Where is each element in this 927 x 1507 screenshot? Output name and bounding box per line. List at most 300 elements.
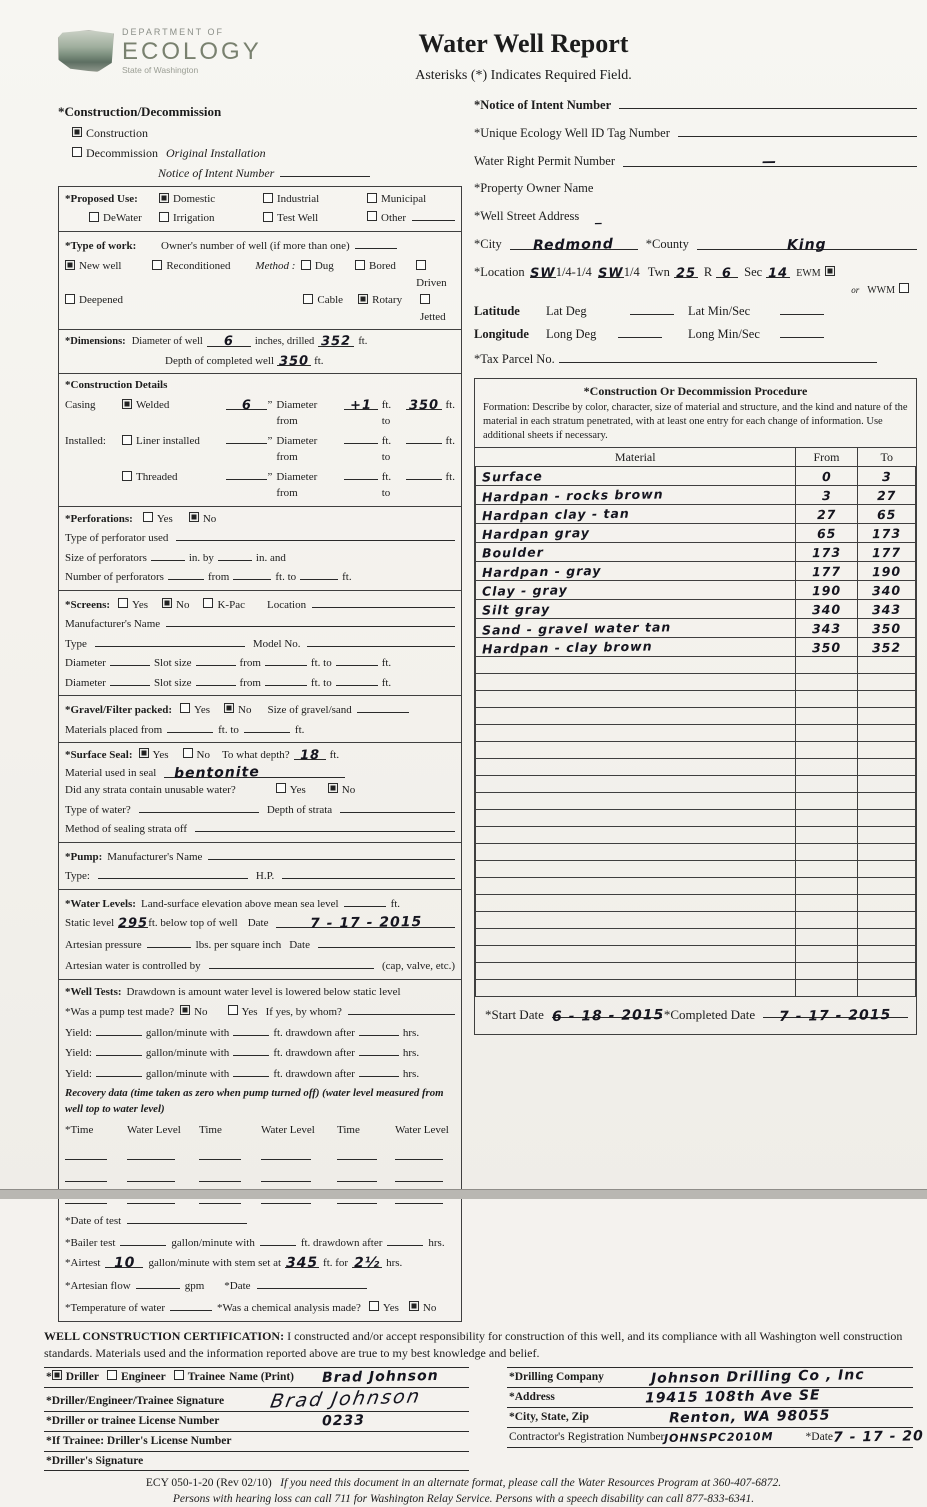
formation-from-cell[interactable] <box>796 963 858 980</box>
artesian-flow-field[interactable] <box>136 1276 180 1289</box>
new-well-checkbox[interactable] <box>65 260 75 270</box>
formation-material-cell[interactable] <box>476 895 796 912</box>
owners-number-field[interactable] <box>355 236 397 249</box>
formation-material-cell[interactable] <box>476 742 796 759</box>
kpac-checkbox[interactable] <box>203 598 213 608</box>
formation-from-cell[interactable] <box>796 878 858 895</box>
bailer-hrs-field[interactable] <box>387 1233 423 1246</box>
formation-to-cell[interactable]: 352 <box>858 638 916 657</box>
recovery-field[interactable] <box>395 1169 443 1182</box>
welded-checkbox[interactable] <box>122 399 132 409</box>
formation-from-cell[interactable] <box>796 776 858 793</box>
formation-material-cell[interactable] <box>476 793 796 810</box>
formation-from-cell[interactable] <box>796 946 858 963</box>
formation-to-cell[interactable] <box>858 895 916 912</box>
formation-to-cell[interactable] <box>858 878 916 895</box>
tax-parcel-field[interactable] <box>559 350 877 363</box>
recovery-field[interactable] <box>65 1169 107 1182</box>
threaded-from-field[interactable] <box>344 467 377 480</box>
bailer-gpm-field[interactable] <box>120 1233 166 1246</box>
pump-type-label: Type: <box>65 870 90 883</box>
screens-yes-checkbox[interactable] <box>118 598 128 608</box>
decommission-checkbox[interactable] <box>72 147 82 157</box>
screens-ft-label1: ft. <box>381 657 392 670</box>
cable-checkbox[interactable] <box>303 294 313 304</box>
date-of-test-field[interactable] <box>127 1211 247 1224</box>
contractor-reg-field[interactable]: JOHNSPC2010M <box>664 1430 774 1446</box>
sec-field[interactable]: 14 <box>768 265 789 281</box>
pump-hp-field[interactable] <box>282 866 455 879</box>
screens-slot-label2: Slot size <box>153 676 192 689</box>
seal-material-field[interactable]: bentonite <box>164 765 345 778</box>
perforations-no-checkbox[interactable] <box>189 512 199 522</box>
artesian-flow-date-field[interactable] <box>257 1276 367 1289</box>
ft-label4: ft. <box>445 434 455 447</box>
threaded-diameter-field[interactable] <box>226 467 267 480</box>
stem-depth-field[interactable]: 345 <box>285 1254 319 1272</box>
industrial-label: Industrial <box>277 192 320 205</box>
pump-manufacturer-field[interactable] <box>208 847 455 860</box>
formation-to-cell[interactable] <box>858 810 916 827</box>
long-deg-field[interactable] <box>618 325 662 338</box>
depth-completed-label: Depth of completed well <box>165 354 275 367</box>
formation-to-cell[interactable] <box>858 980 916 997</box>
formation-empty-row <box>476 878 916 895</box>
gravel-size-field[interactable] <box>357 700 409 713</box>
formation-material-cell[interactable] <box>476 810 796 827</box>
start-date-field[interactable]: 6 - 18 - 2015 <box>552 1005 662 1018</box>
formation-from-cell[interactable] <box>796 861 858 878</box>
threaded-checkbox[interactable] <box>122 471 132 481</box>
hrs-label-2: hrs. <box>402 1047 420 1060</box>
seal-no-checkbox[interactable] <box>183 748 193 758</box>
formation-from-cell[interactable] <box>796 708 858 725</box>
pump-manufacturer-label: Manufacturer's Name <box>107 850 203 863</box>
yield1-dd-field[interactable] <box>233 1023 269 1036</box>
formation-empty-row <box>476 725 916 742</box>
formation-material-cell[interactable]: Hardpan - rocks brown <box>476 486 796 505</box>
welded-diameter-field[interactable]: 6 <box>226 397 267 410</box>
screens-slot1-field[interactable] <box>196 653 236 666</box>
formation-to-cell[interactable] <box>858 725 916 742</box>
dewater-checkbox[interactable] <box>89 212 99 222</box>
recovery-field[interactable] <box>395 1147 443 1160</box>
formation-empty-row <box>476 827 916 844</box>
industrial-checkbox[interactable] <box>263 193 273 203</box>
dimensions-section <box>59 330 461 374</box>
municipal-checkbox[interactable] <box>367 193 377 203</box>
formation-material-cell[interactable] <box>476 725 796 742</box>
land-elevation-field[interactable] <box>344 894 386 907</box>
formation-material-cell[interactable]: Hardpan gray <box>476 524 796 543</box>
cert-date-field[interactable]: 7 - 17 - 20 <box>832 1428 924 1447</box>
by-whom-label: If yes, by whom? <box>265 1006 342 1019</box>
formation-from-cell[interactable]: 340 <box>796 600 858 619</box>
recovery-field[interactable] <box>127 1147 175 1160</box>
decommission-label: Decommission <box>86 145 158 160</box>
construction-checkbox[interactable] <box>72 127 82 137</box>
domestic-checkbox[interactable] <box>159 193 169 203</box>
tax-parcel-label: *Tax Parcel No. <box>474 351 555 366</box>
gravel-yes-label: Yes <box>194 704 211 717</box>
yield3-dd-field[interactable] <box>233 1064 269 1077</box>
engineer-checkbox[interactable] <box>107 1370 117 1380</box>
perf-size-b-field[interactable] <box>218 548 252 561</box>
license-number-field[interactable]: 0233 <box>321 1412 365 1430</box>
formation-to-cell[interactable] <box>858 759 916 776</box>
unusable-water-label: Did any strata contain unusable water? <box>65 784 236 797</box>
screens-no-checkbox[interactable] <box>162 598 172 608</box>
perf-count-field[interactable] <box>168 567 204 580</box>
formation-material-cell[interactable] <box>476 844 796 861</box>
bailer-gpm-with-label: gallon/minute with <box>171 1236 255 1249</box>
quarter1-field[interactable]: SW <box>529 265 556 281</box>
formation-from-cell[interactable] <box>796 810 858 827</box>
perforations-section <box>59 507 461 591</box>
formation-from-cell[interactable]: 65 <box>796 524 858 543</box>
screens-manufacturer-field[interactable] <box>166 614 455 627</box>
formation-material-cell[interactable] <box>476 929 796 946</box>
formation-material-cell[interactable]: Silt gray <box>476 600 796 619</box>
formation-to-cell[interactable]: 27 <box>858 486 916 505</box>
formation-to-cell[interactable] <box>858 929 916 946</box>
bored-checkbox[interactable] <box>355 260 365 270</box>
range-field[interactable]: 6 <box>716 265 738 278</box>
formation-from-cell[interactable]: 190 <box>796 581 858 600</box>
yield-label-3: Yield: <box>65 1067 92 1080</box>
rotary-checkbox[interactable] <box>358 294 368 304</box>
pump-type-field[interactable] <box>98 866 248 879</box>
yield1-gpm-field[interactable] <box>96 1023 142 1036</box>
quarter2-field[interactable]: SW <box>597 265 624 281</box>
twn-label: Twn <box>647 264 670 279</box>
municipal-label: Municipal <box>381 192 427 205</box>
formation-from-cell[interactable] <box>796 691 858 708</box>
yield3-gpm-field[interactable] <box>96 1064 142 1077</box>
screens-type-field[interactable] <box>95 634 245 647</box>
ecology-logo <box>58 26 262 76</box>
formation-to-cell[interactable] <box>858 742 916 759</box>
casing-to-field[interactable]: 350 <box>406 397 441 410</box>
formation-to-cell[interactable] <box>858 963 916 980</box>
seal-yes-checkbox[interactable] <box>139 748 149 758</box>
perf-from-field[interactable] <box>233 567 271 580</box>
screens-to1-field[interactable] <box>336 653 378 666</box>
county-label: *County <box>645 236 689 251</box>
formation-material-cell[interactable] <box>476 759 796 776</box>
recovery-hdr-time2: Time <box>199 1123 222 1136</box>
liner-checkbox[interactable] <box>122 435 132 445</box>
formation-material-cell[interactable]: Clay - gray <box>476 581 796 600</box>
recovery-field[interactable] <box>261 1147 311 1160</box>
recovery-field[interactable] <box>337 1147 377 1160</box>
logo-state-text: State of Washington <box>122 64 199 75</box>
formation-from-cell[interactable] <box>796 912 858 929</box>
well-tests-heading: *Well Tests: <box>65 985 122 998</box>
in-by-label: in. by <box>188 551 214 564</box>
formation-from-cell[interactable] <box>796 657 858 674</box>
recovery-field[interactable] <box>337 1169 377 1182</box>
yield2-hrs-field[interactable] <box>359 1043 399 1056</box>
formation-to-cell[interactable] <box>858 946 916 963</box>
other-label: Other <box>381 212 407 224</box>
perforations-yes-checkbox[interactable] <box>143 512 153 522</box>
water-temp-field[interactable] <box>170 1298 212 1311</box>
formation-to-cell[interactable] <box>858 861 916 878</box>
drilling-company-field[interactable]: Johnson Drilling Co , Inc <box>650 1367 865 1388</box>
dia-from-label2: Diameter from <box>276 434 318 464</box>
gravel-section <box>59 696 461 743</box>
gravel-no-checkbox[interactable] <box>224 703 234 713</box>
formation-from-cell[interactable] <box>796 793 858 810</box>
screens-from-label1: from <box>239 657 261 670</box>
artesian-controlled-field[interactable] <box>209 956 374 969</box>
liner-from-field[interactable] <box>344 431 377 444</box>
screens-model-field[interactable] <box>307 634 455 647</box>
formation-material-cell[interactable] <box>476 946 796 963</box>
by-whom-field[interactable] <box>348 1002 455 1015</box>
formation-material-cell[interactable]: Sand - gravel water tan <box>476 619 796 638</box>
city-field[interactable]: Redmond <box>510 237 638 250</box>
artesian-date-field[interactable] <box>318 935 455 948</box>
depth-completed-field[interactable]: 350 <box>278 353 310 370</box>
date-of-test-label: *Date of test <box>65 1215 122 1228</box>
yield3-hrs-field[interactable] <box>359 1064 399 1077</box>
county-field[interactable]: King <box>697 237 917 250</box>
liner-to-field[interactable] <box>406 431 441 444</box>
static-level-label: Static level <box>65 917 115 930</box>
pump-test-no-checkbox[interactable] <box>180 1005 190 1015</box>
other-field[interactable] <box>412 208 455 221</box>
formation-material-cell[interactable]: Hardpan - clay brown <box>476 638 796 657</box>
formation-to-cell[interactable] <box>858 912 916 929</box>
formation-from-cell[interactable]: 343 <box>796 619 858 638</box>
formation-to-cell[interactable]: 3 <box>858 467 916 486</box>
formation-from-cell[interactable]: 350 <box>796 638 858 657</box>
stem-set-label: gallon/minute with stem set at <box>148 1257 282 1270</box>
perf-to-field[interactable] <box>300 567 338 580</box>
pump-test-yes-checkbox[interactable] <box>228 1005 238 1015</box>
perf-size-a-field[interactable] <box>151 548 185 561</box>
inches-drilled-label: inches, drilled <box>254 336 315 347</box>
ewm-checkbox[interactable] <box>825 266 835 276</box>
cd-heading: *Construction/Decommission <box>58 104 222 119</box>
dimensions-heading: *Dimensions: <box>65 336 126 347</box>
depth-of-strata-field[interactable] <box>340 800 455 813</box>
formation-from-cell[interactable]: 0 <box>796 467 858 486</box>
formation-to-cell[interactable] <box>858 844 916 861</box>
screens-from2-field[interactable] <box>265 673 307 686</box>
procedure-heading: *Construction Or Decommission Procedure <box>583 383 808 398</box>
notice-of-intent-field[interactable] <box>619 96 917 109</box>
formation-to-cell[interactable] <box>858 708 916 725</box>
formation-from-cell[interactable] <box>796 929 858 946</box>
formation-material-cell[interactable] <box>476 827 796 844</box>
dia-from-label3: Diameter from <box>276 470 318 500</box>
recovery-field[interactable] <box>261 1169 311 1182</box>
formation-from-cell[interactable] <box>796 742 858 759</box>
formation-from-cell[interactable] <box>796 725 858 742</box>
artesian-pressure-field[interactable] <box>147 935 191 948</box>
unique-well-id-field[interactable] <box>678 124 917 137</box>
formation-from-cell[interactable] <box>796 895 858 912</box>
perforator-type-field[interactable] <box>176 528 455 541</box>
formation-material-cell[interactable] <box>476 691 796 708</box>
screens-yes-label: Yes <box>132 598 149 611</box>
yield2-dd-field[interactable] <box>233 1043 269 1056</box>
construction-label: Construction <box>86 125 148 140</box>
formation-to-cell[interactable]: 177 <box>858 543 916 562</box>
logo-dept-text: DEPARTMENT OF <box>122 27 225 37</box>
driller-name-field[interactable]: Brad Johnson <box>322 1368 439 1387</box>
recovery-field[interactable] <box>199 1169 241 1182</box>
construction-details-section <box>59 374 461 507</box>
static-suffix-label: ft. below top of well <box>148 917 238 930</box>
formation-from-cell[interactable] <box>796 844 858 861</box>
irrigation-checkbox[interactable] <box>159 212 169 222</box>
company-citystate-field[interactable]: Renton, WA 98055 <box>669 1407 831 1427</box>
driller-checkbox[interactable] <box>52 1370 62 1380</box>
twn-field[interactable]: 25 <box>675 265 697 281</box>
completed-date-field[interactable]: 7 - 17 - 2015 <box>763 1005 908 1018</box>
jetted-checkbox[interactable] <box>420 294 430 304</box>
static-date-field[interactable]: 7 - 17 - 2015 <box>276 915 455 928</box>
formation-from-cell[interactable] <box>796 827 858 844</box>
bailer-dd-field[interactable] <box>260 1233 296 1246</box>
screens-to2-field[interactable] <box>336 673 378 686</box>
other-checkbox[interactable] <box>367 211 377 221</box>
company-address-label: *Address <box>509 1391 555 1404</box>
formation-material-cell[interactable] <box>476 657 796 674</box>
formation-material-cell[interactable] <box>476 708 796 725</box>
inch-mark2: ” <box>267 434 273 447</box>
formation-material-cell[interactable] <box>476 980 796 997</box>
recovery-field[interactable] <box>199 1147 241 1160</box>
screens-dia2-field[interactable] <box>110 673 150 686</box>
wwm-checkbox[interactable] <box>899 283 909 293</box>
formation-to-cell[interactable]: 65 <box>858 505 916 524</box>
recovery-field[interactable] <box>65 1147 107 1160</box>
land-elevation-label: Land-surface elevation above mean sea level <box>140 897 339 910</box>
trainee-checkbox[interactable] <box>174 1370 184 1380</box>
proposed-use-heading: *Proposed Use: <box>65 192 138 205</box>
type-of-water-field[interactable] <box>139 800 259 813</box>
screens-from1-field[interactable] <box>265 653 307 666</box>
yield1-hrs-field[interactable] <box>359 1023 399 1036</box>
test-well-checkbox[interactable] <box>263 212 273 222</box>
water-levels-section <box>59 890 461 980</box>
threaded-to-field[interactable] <box>406 467 441 480</box>
drilled-depth-field[interactable]: 352 <box>318 334 354 347</box>
long-min-field[interactable] <box>780 325 824 338</box>
formation-from-cell[interactable] <box>796 674 858 691</box>
unusable-yes-checkbox[interactable] <box>276 783 286 793</box>
lat-min-label: Lat Min/Sec <box>688 304 751 319</box>
formation-material-cell[interactable]: Hardpan - gray <box>476 562 796 581</box>
formation-to-cell[interactable]: 350 <box>858 619 916 638</box>
formation-to-cell[interactable] <box>858 674 916 691</box>
screens-dia1-field[interactable] <box>110 653 150 666</box>
lat-min-field[interactable] <box>780 302 824 315</box>
formation-to-cell[interactable] <box>858 776 916 793</box>
formation-from-cell[interactable]: 173 <box>796 543 858 562</box>
test-well-label: Test Well <box>277 212 319 224</box>
formation-from-cell[interactable]: 27 <box>796 505 858 524</box>
cable-label: Cable <box>317 294 344 306</box>
water-right-permit-field[interactable]: — <box>623 154 917 167</box>
chem-no-checkbox[interactable] <box>409 1301 419 1311</box>
dug-checkbox[interactable] <box>301 260 311 270</box>
q1-suffix: 1/4-1/4 <box>555 264 592 279</box>
airtest-gpm-field[interactable]: 10 <box>105 1255 143 1268</box>
liner-diameter-field[interactable] <box>226 431 267 444</box>
formation-from-cell[interactable] <box>796 980 858 997</box>
formation-to-cell[interactable]: 190 <box>858 562 916 581</box>
pump-hp-label: H.P. <box>255 870 275 883</box>
artesian-flow-date-label: *Date <box>224 1279 251 1292</box>
formation-material-cell[interactable]: Hardpan clay - tan <box>476 505 796 524</box>
formation-to-cell[interactable] <box>858 827 916 844</box>
seal-depth-field[interactable]: 18 <box>294 747 326 760</box>
yield2-gpm-field[interactable] <box>96 1043 142 1056</box>
airtest-hrs-field[interactable]: 2½ <box>353 1254 381 1272</box>
static-level-field[interactable]: 295 <box>118 915 149 932</box>
lat-deg-field[interactable] <box>630 302 674 315</box>
unusable-no-checkbox[interactable] <box>328 783 338 793</box>
formation-to-cell[interactable] <box>858 793 916 810</box>
formation-from-cell[interactable] <box>796 759 858 776</box>
diameter-of-well-field[interactable]: 6 <box>207 334 251 347</box>
formation-to-cell[interactable] <box>858 657 916 674</box>
formation-material-cell[interactable]: Boulder <box>476 543 796 562</box>
cd-noi-field[interactable] <box>280 164 370 177</box>
sealing-method-field[interactable] <box>195 819 455 832</box>
formation-to-cell[interactable]: 343 <box>858 600 916 619</box>
gravel-yes-checkbox[interactable] <box>180 703 190 713</box>
ft-label5: ft. <box>445 470 455 483</box>
recovery-field[interactable] <box>127 1169 175 1182</box>
formation-material-cell[interactable] <box>476 861 796 878</box>
formation-material-cell[interactable] <box>476 963 796 980</box>
formation-to-cell[interactable]: 173 <box>858 524 916 543</box>
signature-field[interactable]: Brad Johnson <box>268 1385 423 1414</box>
gravel-from-field[interactable] <box>167 720 213 733</box>
formation-from-cell[interactable]: 3 <box>796 486 858 505</box>
deepened-checkbox[interactable] <box>65 294 75 304</box>
formation-to-cell[interactable]: 340 <box>858 581 916 600</box>
ft-label: ft. <box>358 336 368 347</box>
formation-material-cell[interactable] <box>476 878 796 895</box>
gravel-to-field[interactable] <box>244 720 290 733</box>
chem-yes-checkbox[interactable] <box>369 1301 379 1311</box>
formation-from-cell[interactable]: 177 <box>796 562 858 581</box>
casing-from-field[interactable]: +1 <box>344 397 377 410</box>
screens-location-field[interactable] <box>312 595 455 608</box>
formation-material-cell[interactable]: Surface <box>476 467 796 486</box>
dd-after-label-1: ft. drawdown after <box>273 1026 355 1039</box>
formation-material-cell[interactable] <box>476 776 796 793</box>
airtest-label: *Airtest <box>65 1257 101 1270</box>
formation-material-cell[interactable] <box>476 674 796 691</box>
formation-to-cell[interactable] <box>858 691 916 708</box>
company-address-field[interactable]: 19415 108th Ave SE <box>644 1387 821 1407</box>
formation-material-cell[interactable] <box>476 912 796 929</box>
driven-checkbox[interactable] <box>416 260 426 270</box>
license-number-label: *Driller or trainee License Number <box>46 1414 220 1427</box>
formation-row <box>476 562 916 581</box>
reconditioned-checkbox[interactable] <box>152 260 162 270</box>
screens-slot2-field[interactable] <box>196 673 236 686</box>
